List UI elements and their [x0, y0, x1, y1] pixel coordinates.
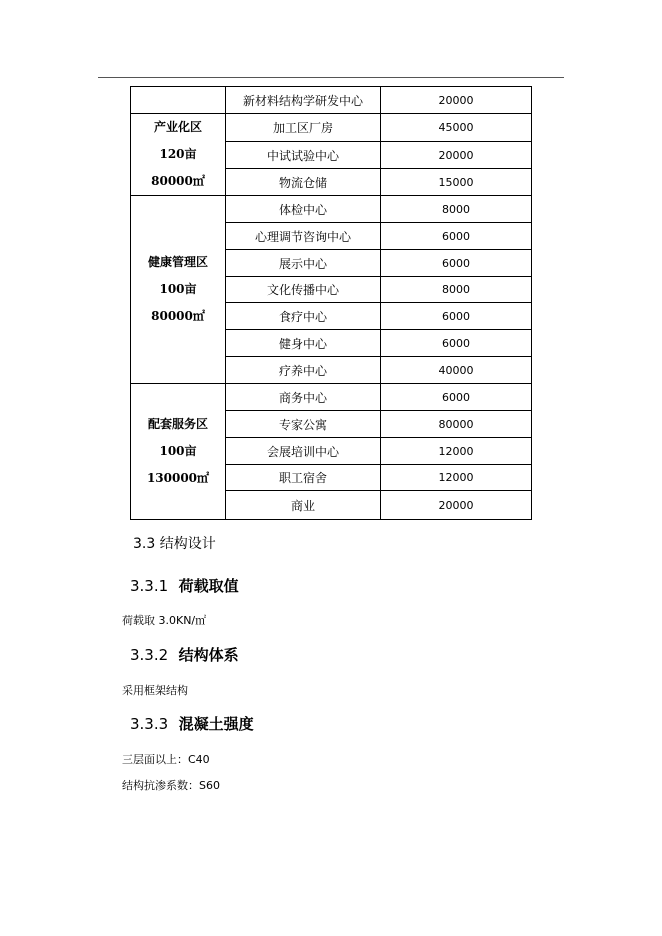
zone-label: 120亩: [159, 147, 197, 161]
area-value-cell: 80000: [381, 411, 532, 438]
body-text-structure: 采用框架结构: [122, 684, 188, 697]
zone-cell: [131, 196, 226, 384]
facility-name-cell: 中试试验中心: [226, 142, 381, 169]
zone-label: 产业化区: [153, 120, 202, 134]
subsection-title: 混凝土强度: [178, 715, 254, 733]
zone-label: 配套服务区: [147, 417, 208, 431]
subsection-number: 3.3.2: [130, 646, 169, 664]
body-text-load: 荷载取 3.0KN/㎡: [122, 614, 207, 627]
zone-label: 80000㎡: [151, 174, 205, 188]
area-value-cell: 8000: [381, 277, 532, 303]
area-value-cell: 20000: [381, 87, 532, 114]
zone-label: 100亩: [159, 282, 197, 296]
table-body: [131, 87, 532, 520]
area-value-cell: 12000: [381, 465, 532, 491]
area-value-cell: 6000: [381, 250, 532, 277]
facility-name-cell: 展示中心: [226, 250, 381, 277]
facility-name-cell: 文化传播中心: [226, 277, 381, 303]
table-row: [131, 114, 532, 142]
facility-name-cell: 心理调节咨询中心: [226, 223, 381, 250]
zone-label: 80000㎡: [151, 309, 205, 323]
facility-name-cell: 新材料结构学研发中心: [226, 87, 381, 114]
section-title: 3.3 结构设计: [133, 536, 216, 552]
zone-label: 100亩: [159, 444, 197, 458]
area-value-cell: 40000: [381, 357, 532, 384]
area-value-cell: 45000: [381, 114, 532, 142]
body-text-concrete: 三层面以上：C40: [122, 753, 210, 766]
table-row: [131, 196, 532, 223]
subsection-heading-2: [130, 644, 239, 665]
table-row: [131, 87, 532, 114]
facility-name-cell: 体检中心: [226, 196, 381, 223]
zone-cell: [131, 114, 226, 196]
subsection-heading-1: [130, 575, 239, 596]
subsection-title: 荷载取值: [178, 577, 239, 595]
facility-name-cell: 商业: [226, 491, 381, 520]
facility-name-cell: 会展培训中心: [226, 438, 381, 465]
facility-name-cell: 疗养中心: [226, 357, 381, 384]
subsection-title: 结构体系: [178, 646, 239, 664]
subsection-heading-3: [130, 713, 254, 734]
facility-name-cell: 物流仓储: [226, 169, 381, 196]
area-value-cell: 12000: [381, 438, 532, 465]
area-value-cell: 20000: [381, 491, 532, 520]
area-value-cell: 6000: [381, 223, 532, 250]
zone-label: 130000㎡: [146, 471, 210, 485]
header-rule: [98, 77, 564, 78]
area-value-cell: 8000: [381, 196, 532, 223]
area-value-cell: 6000: [381, 384, 532, 411]
zone-cell: [131, 384, 226, 520]
subsection-number: 3.3.1: [130, 577, 169, 595]
facility-name-cell: 专家公寓: [226, 411, 381, 438]
table-row: [131, 384, 532, 411]
facility-name-cell: 健身中心: [226, 330, 381, 357]
zone-label: 健康管理区: [147, 255, 208, 269]
facility-name-cell: 加工区厂房: [226, 114, 381, 142]
facility-name-cell: 食疗中心: [226, 303, 381, 330]
area-value-cell: 6000: [381, 330, 532, 357]
area-value-cell: 6000: [381, 303, 532, 330]
zone-cell: [131, 87, 226, 114]
area-value-cell: 15000: [381, 169, 532, 196]
facility-name-cell: 商务中心: [226, 384, 381, 411]
body-text-seepage: 结构抗渗系数：S60: [122, 779, 220, 792]
area-value-cell: 20000: [381, 142, 532, 169]
area-table: [130, 86, 532, 520]
subsection-number: 3.3.3: [130, 715, 169, 733]
facility-name-cell: 职工宿舍: [226, 465, 381, 491]
